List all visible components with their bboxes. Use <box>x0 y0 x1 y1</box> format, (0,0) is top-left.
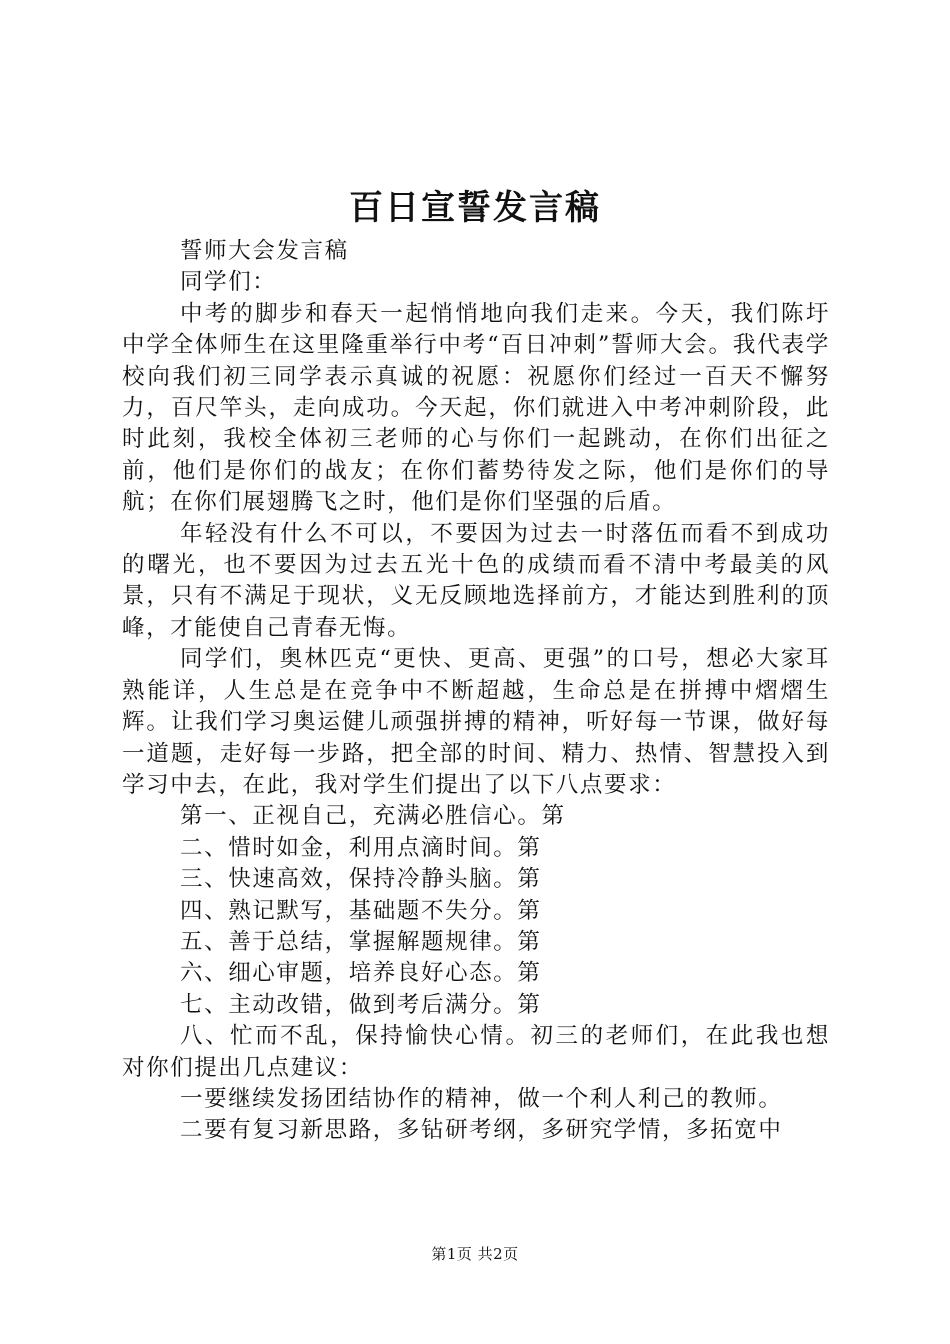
requirement-item: 五、善于总结，掌握解题规律。第 <box>180 928 542 955</box>
document-title: 百日宣誓发言稿 <box>349 188 601 228</box>
requirement-item: 第一、正视自己，充满必胜信心。第 <box>180 803 566 830</box>
document-body <box>122 236 830 1147</box>
paragraph-greeting: 同学们： <box>180 269 277 296</box>
paragraph-olympic: 同学们，奥林匹克“更快、更高、更强”的口号，想必大家耳熟能详，人生总是在竞争中不断超越，生命总是在拼搏中熠熠生辉。让我们学习奥运健儿顽强拼搏的精神，听好每一节课，做好每一道题，走好每一步路，把全部的时间、精力、热情、智慧投入到学习中去，在此，我对学生们提出了以下八点要求： <box>122 646 830 798</box>
paragraph-intro: 中考的脚步和春天一起悄悄地向我们走来。今天，我们陈圩中学全体师生在这里隆重举行中考“百日冲刺”誓师大会。我代表学校向我们初三同学表示真诚的祝愿：祝愿你们经过一百天不懈努力，百尺竿头，走向成功。今天起，你们就进入中考冲刺阶段，此时此刻，我校全体初三老师的心与你们一起跳动，在你们出征之前，他们是你们的战友；在你们蓄势待发之际，他们是你们的导航；在你们展翅腾飞之时，他们是你们坚强的后盾。 <box>122 300 830 516</box>
requirement-item: 七、主动改错，做到考后满分。第 <box>180 991 542 1018</box>
requirement-item-last: 八、忙而不乱，保持愉快心情。初三的老师们，在此我也想对你们提出几点建议： <box>122 1023 830 1081</box>
paragraph-youth: 年轻没有什么不可以，不要因为过去一时落伍而看不到成功的曙光，也不要因为过去五光十色的成绩而看不清中考最美的风景，只有不满足于现状，义无反顾地选择前方，才能达到胜利的顶峰，才能使自己青春无悔。 <box>122 520 830 641</box>
requirement-item: 二、惜时如金，利用点滴时间。第 <box>180 834 542 861</box>
suggestion-item: 二要有复习新思路，多钻研考纲，多研究学情，多拓宽中 <box>180 1117 783 1144</box>
requirement-item: 四、熟记默写，基础题不失分。第 <box>180 897 542 924</box>
suggestion-item: 一要继续发扬团结协作的精神，做一个利人利己的教师。 <box>180 1085 783 1112</box>
requirement-item: 六、细心审题，培养良好心态。第 <box>180 960 542 987</box>
requirement-item: 三、快速高效，保持冷静头脑。第 <box>180 866 542 893</box>
paragraph-subtitle: 誓师大会发言稿 <box>180 238 349 264</box>
page-footer: 第1页 共2页 <box>431 1245 519 1263</box>
